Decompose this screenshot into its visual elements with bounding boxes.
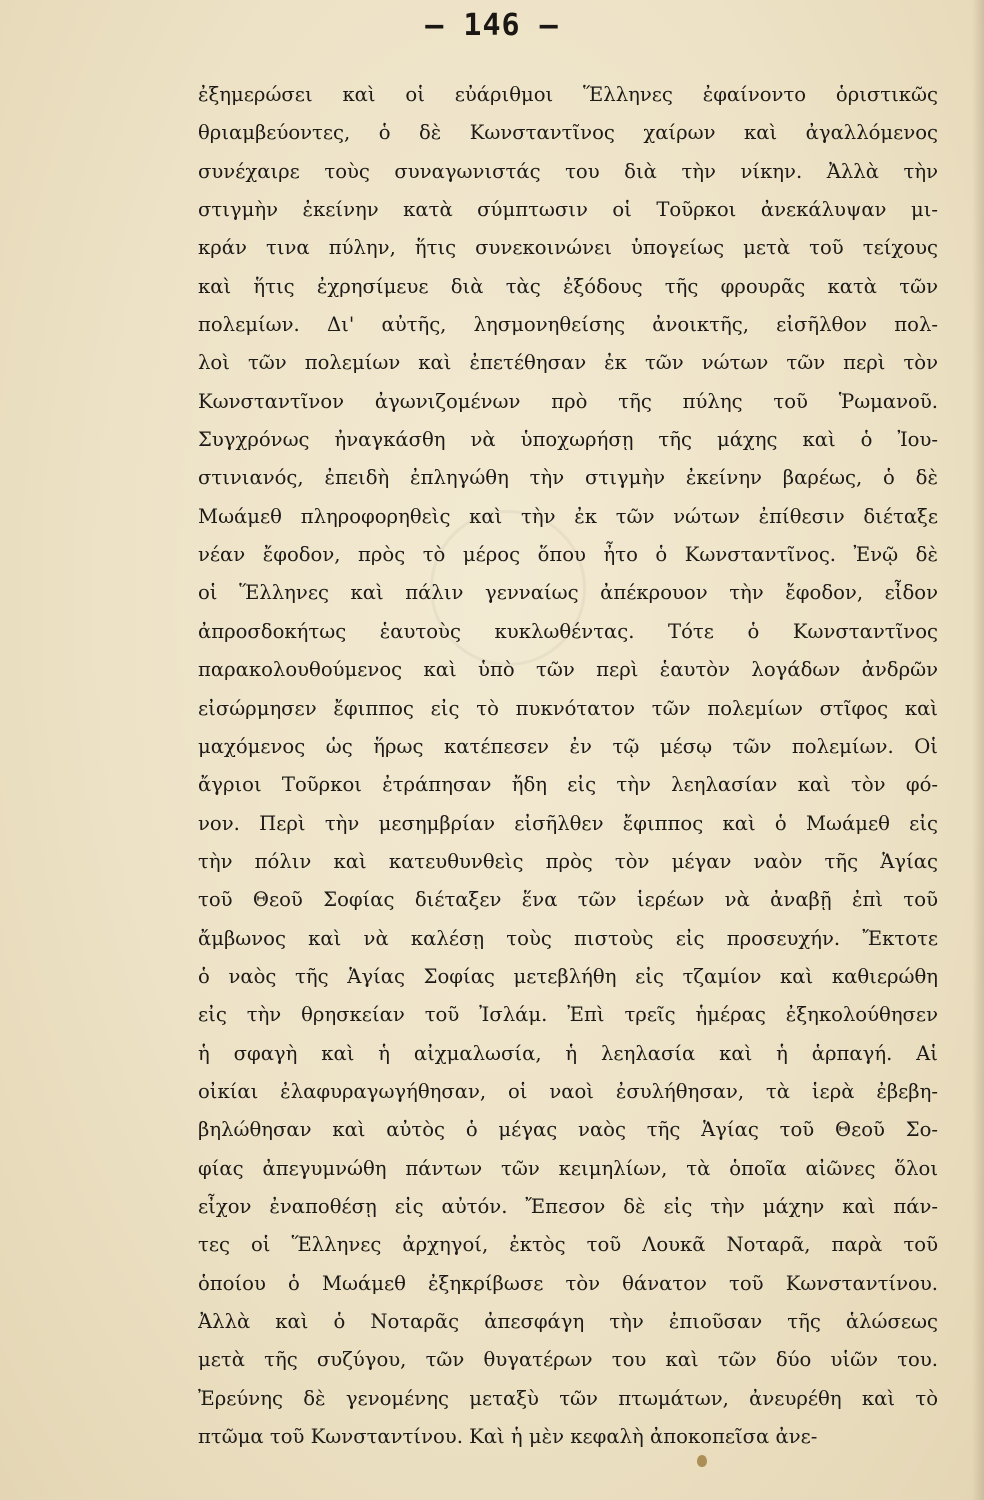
text-line: Μωάμεθ πληροφορηθεὶς καὶ τὴν ἐκ τῶν νώτων ἐπίθεσιν διέταξε [198, 504, 938, 528]
text-line: νέαν ἔφοδον, πρὸς τὸ μέρος ὅπου ἦτο ὁ Κωνσταντῖνος. Ἐνῷ δὲ [198, 543, 938, 567]
text-line: νον. Περὶ τὴν μεσημβρίαν εἰσῆλθεν ἔφιππος καὶ ὁ Μωάμεθ εἰς [198, 811, 938, 835]
text-line: Συγχρόνως ἠναγκάσθη νὰ ὑποχωρήσῃ τῆς μάχης καὶ ὁ Ἰου- [198, 428, 938, 452]
body-text [198, 76, 938, 1456]
text-line: πολεμίων. Δι' αὐτῆς, λησμονηθείσης ἀνοικτῆς, εἰσῆλθον πολ- [198, 313, 938, 337]
ink-spot [697, 1455, 707, 1467]
text-line: οἱ Ἕλληνες καὶ πάλιν γενναίως ἀπέκρουον τὴν ἔφοδον, εἶδον [198, 581, 938, 605]
text-line: μαχόμενος ὡς ἥρως κατέπεσεν ἐν τῷ μέσῳ τῶν πολεμίων. Οἱ [198, 734, 938, 758]
text-line: καὶ ἥτις ἐχρησίμευε διὰ τὰς ἐξόδους τῆς φρουρᾶς κατὰ τῶν [198, 274, 938, 298]
text-line: τοῦ Θεοῦ Σοφίας διέταξεν ἕνα τῶν ἱερέων νὰ ἀναβῇ ἐπὶ τοῦ [198, 888, 938, 912]
text-line: βηλώθησαν καὶ αὐτὸς ὁ μέγας ναὸς τῆς Ἁγίας τοῦ Θεοῦ Σο- [198, 1118, 938, 1142]
text-line: εἶχον ἐναποθέσῃ εἰς αὐτόν. Ἔπεσον δὲ εἰς τὴν μάχην καὶ πάν- [198, 1194, 938, 1218]
text-line: ἄγριοι Τοῦρκοι ἐτράπησαν ἤδη εἰς τὴν λεηλασίαν καὶ τὸν φό- [198, 773, 938, 797]
text-line: τες οἱ Ἕλληνες ἀρχηγοί, ἐκτὸς τοῦ Λουκᾶ Νοταρᾶ, παρὰ τοῦ [198, 1233, 938, 1257]
text-line: τὴν πόλιν καὶ κατευθυνθεὶς πρὸς τὸν μέγαν ναὸν τῆς Ἁγίας [198, 849, 938, 873]
text-line: ὁ ναὸς τῆς Ἁγίας Σοφίας μετεβλήθη εἰς τζαμίον καὶ καθιερώθη [198, 964, 938, 988]
text-line: μετὰ τῆς συζύγου, τῶν θυγατέρων του καὶ τῶν δύο υἱῶν του. [198, 1348, 938, 1372]
text-line: φίας ἀπεγυμνώθη πάντων τῶν κειμηλίων, τὰ ὁποῖα αἰῶνες ὅλοι [198, 1156, 938, 1180]
text-line: Ἀλλὰ καὶ ὁ Νοταρᾶς ἀπεσφάγη τὴν ἐπιοῦσαν τῆς ἁλώσεως [198, 1310, 938, 1333]
text-line: ἐξημερώσει καὶ οἱ εὐάριθμοι Ἕλληνες ἐφαίνοντο ὁριστικῶς [198, 83, 938, 106]
text-line: οἰκίαι ἐλαφυραγωγήθησαν, οἱ ναοὶ ἐσυλήθησαν, τὰ ἱερὰ ἐβεβη- [198, 1079, 938, 1103]
text-line: θριαμβεύοντες, ὁ δὲ Κωνσταντῖνος χαίρων καὶ ἀγαλλόμενος [198, 121, 938, 145]
text-line: πτῶμα τοῦ Κωνσταντίνου. Καὶ ἡ μὲν κεφαλὴ ἀποκοπεῖσα ἀνε- [198, 1425, 818, 1449]
text-line: λοὶ τῶν πολεμίων καὶ ἐπετέθησαν ἐκ τῶν νώτων τῶν περὶ τὸν [198, 351, 938, 375]
text-line: στινιανός, ἐπειδὴ ἐπληγώθη τὴν στιγμὴν ἐκείνην βαρέως, ὁ δὲ [198, 466, 938, 490]
text-line: ἀπροσδοκήτως ἑαυτοὺς κυκλωθέντας. Τότε ὁ Κωνσταντῖνος [198, 619, 938, 643]
text-line: Κωνσταντῖνον ἀγωνιζομένων πρὸ τῆς πύλης τοῦ Ῥωμανοῦ. [198, 389, 938, 413]
text-line: εἰς τὴν θρησκείαν τοῦ Ἰσλάμ. Ἐπὶ τρεῖς ἡμέρας ἐξηκολούθησεν [198, 1003, 938, 1027]
text-line: παρακολουθούμενος καὶ ὑπὸ τῶν περὶ ἑαυτὸν λογάδων ἀνδρῶν [198, 658, 938, 682]
text-line: κράν τινα πύλην, ἥτις συνεκοινώνει ὑπογείως μετὰ τοῦ τείχους [198, 236, 938, 260]
page-edge-shadow [972, 0, 984, 1500]
text-line: ἡ σφαγὴ καὶ ἡ αἰχμαλωσία, ἡ λεηλασία καὶ ἡ ἁρπαγή. Αἱ [198, 1041, 938, 1065]
text-line: συνέχαιρε τοὺς συναγωνιστάς του διὰ τὴν νίκην. Ἀλλὰ τὴν [198, 159, 938, 183]
text-line: ἄμβωνος καὶ νὰ καλέσῃ τοὺς πιστοὺς εἰς προσευχήν. Ἔκτοτε [198, 926, 938, 950]
text-line: ὁποίου ὁ Μωάμεθ ἐξηκρίβωσε τὸν θάνατον τοῦ Κωνσταντίνου. [198, 1271, 938, 1295]
text-line: Ἐρεύνης δὲ γενομένης μεταξὺ τῶν πτωμάτων, ἀνευρέθη καὶ τὸ [198, 1386, 938, 1410]
page-number: — 146 — [425, 8, 559, 43]
text-line: στιγμὴν ἐκείνην κατὰ σύμπτωσιν οἱ Τοῦρκοι ἀνεκάλυψαν μι- [198, 198, 938, 222]
text-line: εἰσώρμησεν ἔφιππος εἰς τὸ πυκνότατον τῶν πολεμίων στῖφος καὶ [198, 696, 938, 720]
